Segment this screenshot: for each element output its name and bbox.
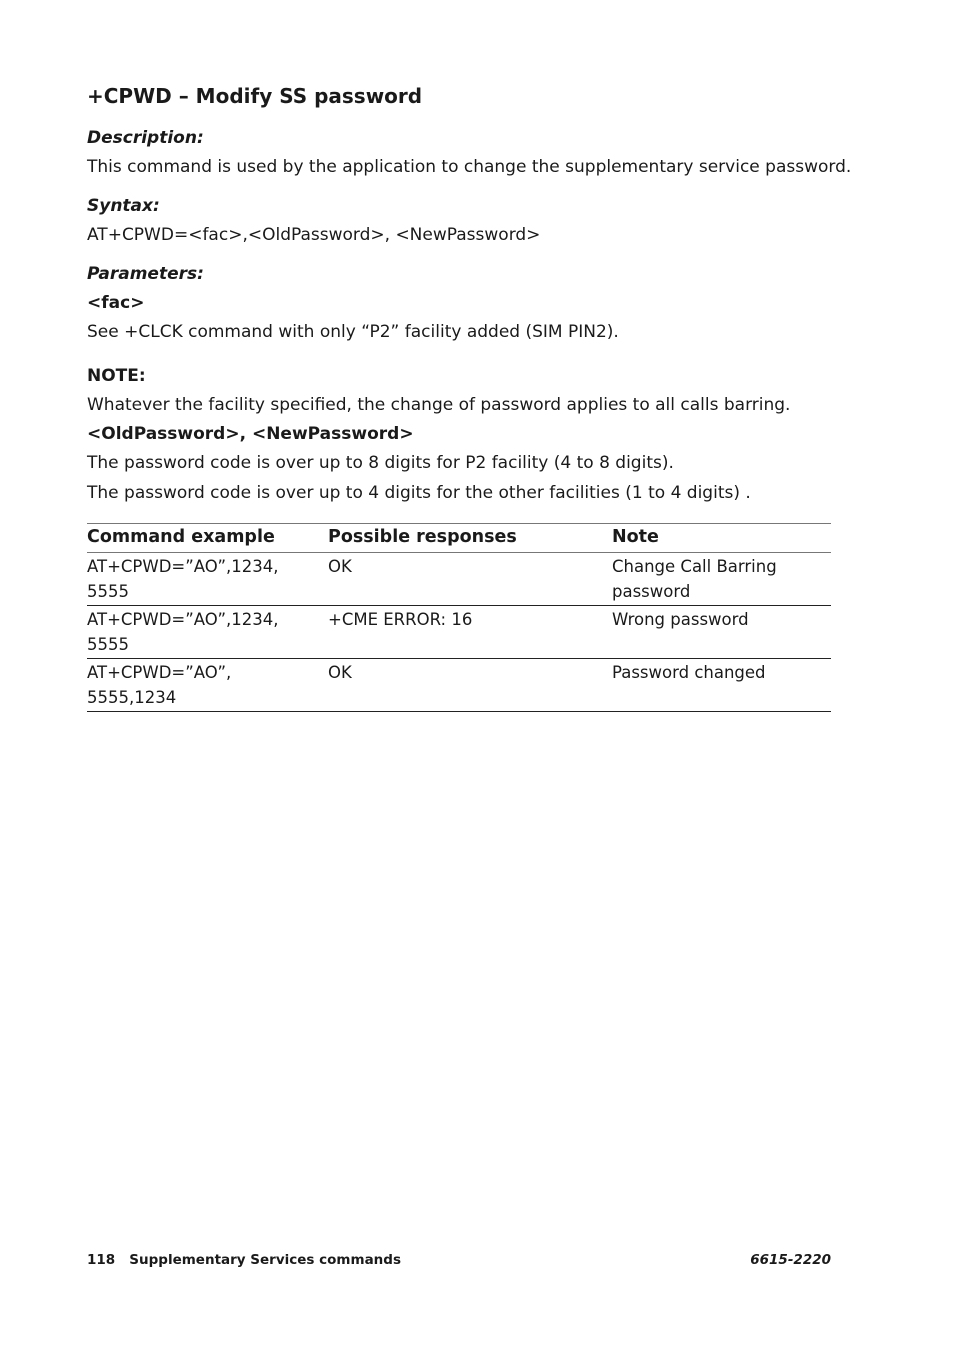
- note-text: Whatever the facility specified, the change of password applies to all calls barring.: [87, 395, 791, 415]
- header-note: Note: [612, 524, 831, 553]
- password-text-1: The password code is over up to 8 digits for P2 facility (4 to 8 digits).: [87, 453, 674, 473]
- cell-note: [612, 553, 831, 606]
- cell-command-line-2: 5555: [87, 635, 129, 654]
- password-params-label: <OldPassword>, <NewPassword>: [87, 424, 414, 444]
- table-row: [87, 553, 831, 606]
- cell-note-line-1: Password changed: [612, 663, 766, 682]
- description-text: This command is used by the application to change the supplementary service password.: [87, 157, 852, 177]
- syntax-label: Syntax:: [87, 196, 160, 216]
- cell-note: [612, 659, 831, 712]
- cell-response: OK: [328, 659, 612, 712]
- header-possible-responses: Possible responses: [328, 524, 612, 553]
- section-name: Supplementary Services commands: [129, 1252, 401, 1268]
- table-row: [87, 606, 831, 659]
- cell-response: OK: [328, 553, 612, 606]
- page-title: +CPWD – Modify SS password: [87, 84, 423, 108]
- footer-left: [87, 1252, 401, 1268]
- cell-note-line-2: password: [612, 582, 691, 601]
- note-label: NOTE:: [87, 366, 146, 386]
- cell-command-line-1: AT+CPWD=”AO”,: [87, 663, 232, 682]
- command-example-table: [87, 523, 831, 712]
- cell-note-line-1: Wrong password: [612, 610, 749, 629]
- syntax-text: AT+CPWD=<fac>,<OldPassword>, <NewPassword>: [87, 225, 541, 245]
- table-header-row: [87, 524, 831, 553]
- cell-note-line-1: Change Call Barring: [612, 557, 777, 576]
- fac-text: See +CLCK command with only “P2” facility added (SIM PIN2).: [87, 322, 619, 342]
- cell-command-line-1: AT+CPWD=”AO”,1234,: [87, 610, 279, 629]
- parameters-label: Parameters:: [87, 264, 204, 284]
- cell-command: [87, 659, 328, 712]
- page-number: 118: [87, 1252, 116, 1268]
- fac-label: <fac>: [87, 293, 145, 313]
- password-text-2: The password code is over up to 4 digits for the other facilities (1 to 4 digits) .: [87, 483, 751, 503]
- cell-command: [87, 553, 328, 606]
- table-row: [87, 659, 831, 712]
- cell-command-line-2: 5555,1234: [87, 688, 177, 707]
- document-number: 6615-2220: [750, 1252, 831, 1268]
- cell-command: [87, 606, 328, 659]
- cell-command-line-2: 5555: [87, 582, 129, 601]
- description-label: Description:: [87, 128, 204, 148]
- cell-command-line-1: AT+CPWD=”AO”,1234,: [87, 557, 279, 576]
- cell-response: +CME ERROR: 16: [328, 606, 612, 659]
- cell-note: [612, 606, 831, 659]
- header-command-example: Command example: [87, 524, 328, 553]
